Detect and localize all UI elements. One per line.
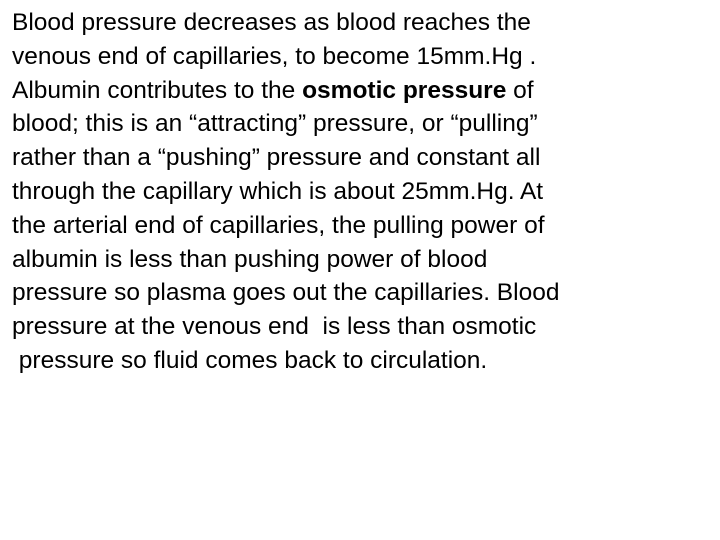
text-line: albumin is less than pushing power of blood (12, 245, 488, 273)
text-line (12, 74, 712, 108)
text-line: venous end of capillaries, to become 15mm.Hg . (12, 42, 537, 70)
text-line: pressure at the venous end is less than osmotic (12, 313, 537, 341)
osmotic-pressure-term: osmotic pressure (302, 76, 507, 104)
text-line: blood; this is an “attracting” pressure, or “pulling” (12, 110, 538, 138)
text-line: pressure so fluid comes back to circulation. (12, 346, 488, 374)
text-line: rather than a “pushing” pressure and constant all (12, 144, 541, 172)
text-run: of (506, 76, 534, 104)
text-line: pressure so plasma goes out the capillaries. Blood (12, 279, 560, 307)
text-line: the arterial end of capillaries, the pulling power of (12, 211, 545, 239)
text-line: Blood pressure decreases as blood reaches the (12, 9, 531, 36)
body-text (12, 6, 712, 378)
text-run: Albumin contributes to the (12, 76, 303, 104)
text-line: through the capillary which is about 25mm.Hg. At (12, 177, 544, 205)
